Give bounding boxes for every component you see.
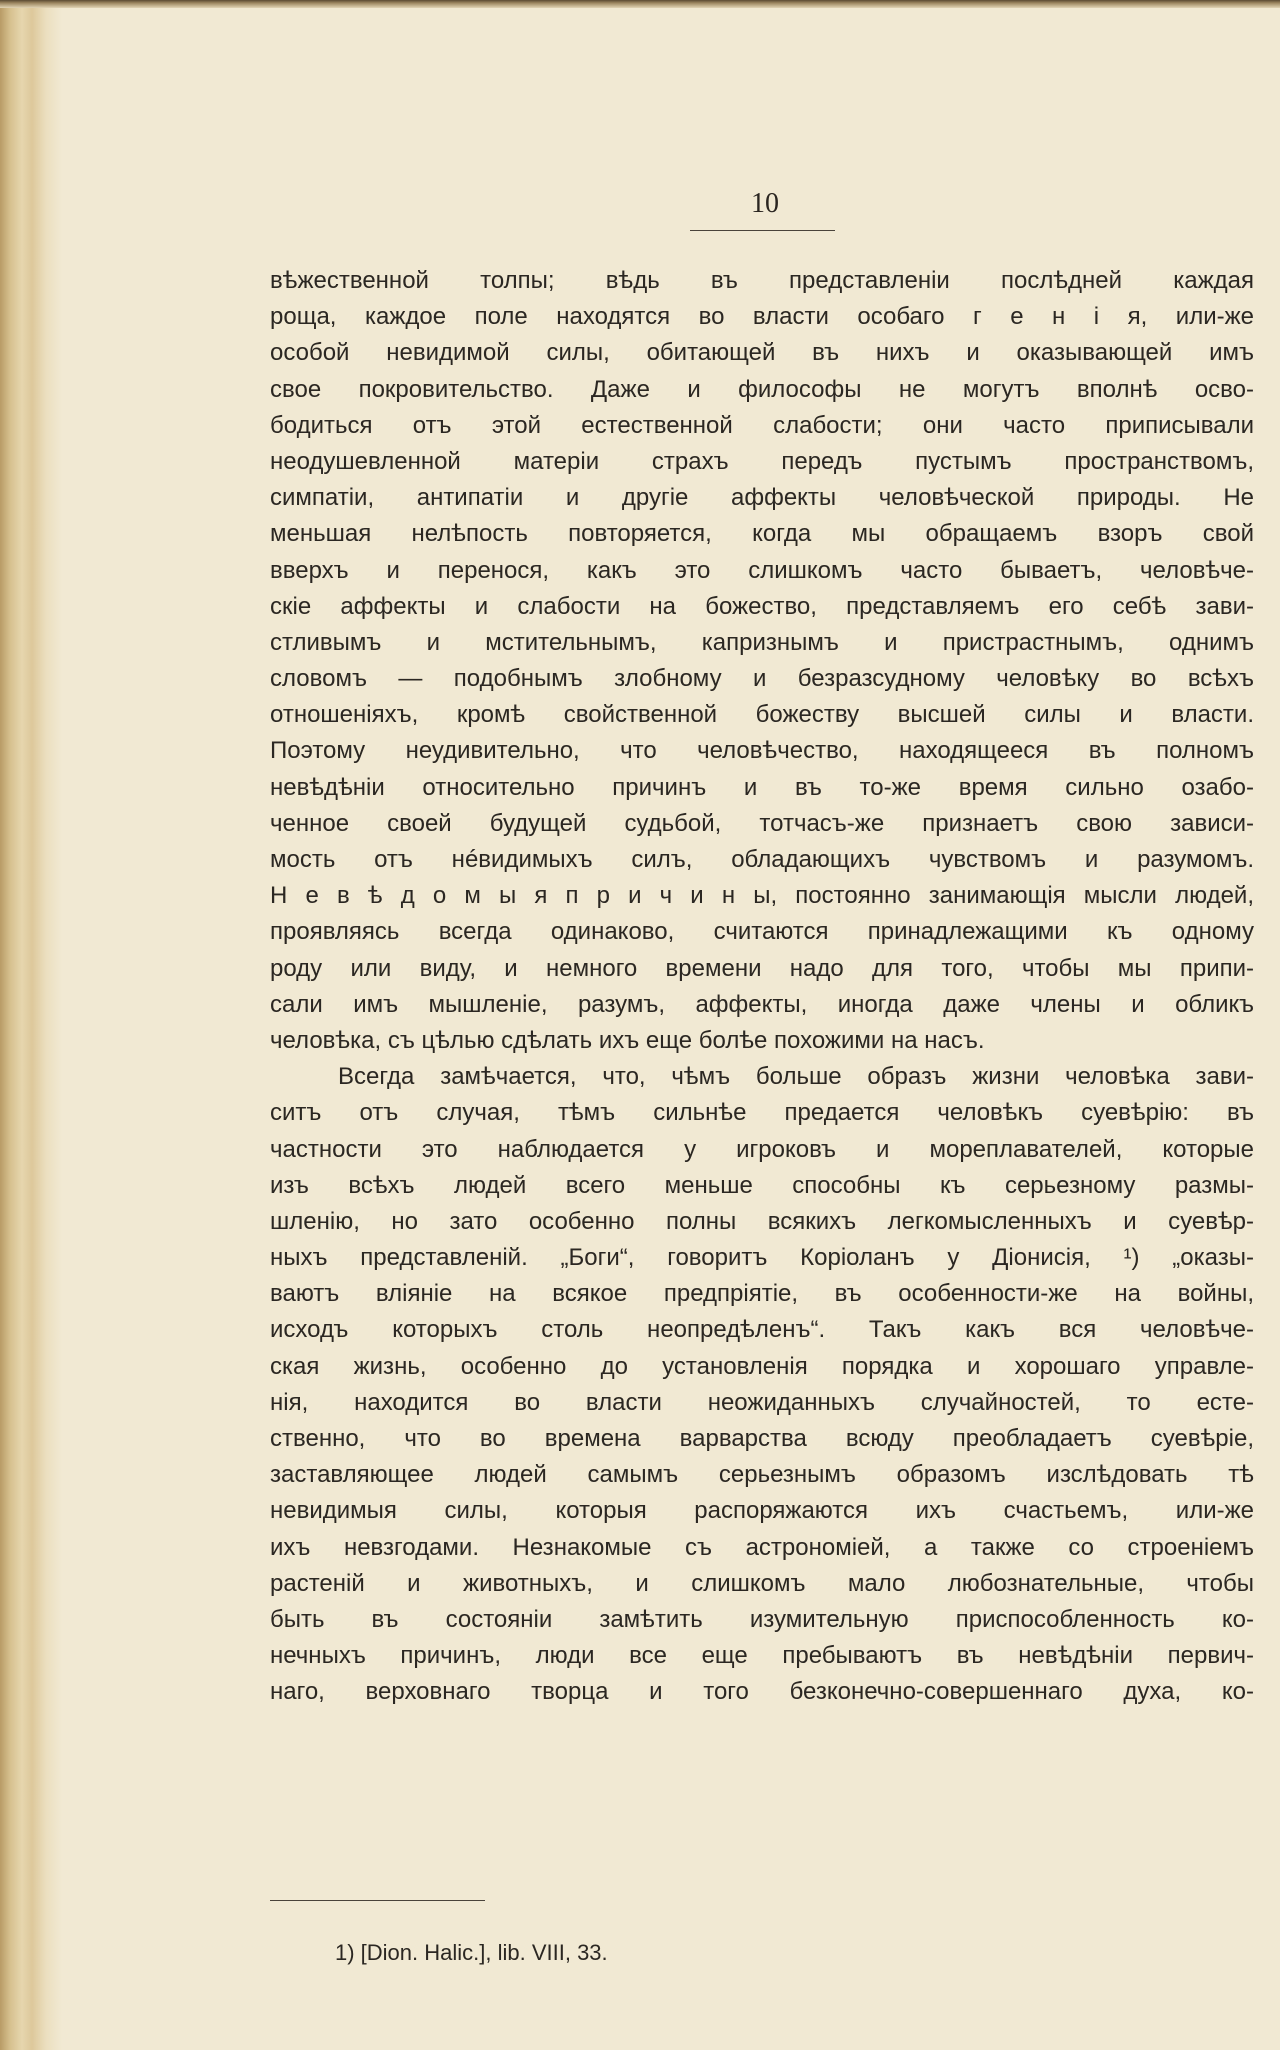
footnote: 1) [Dion. Halic.], lib. VIII, 33. [335,1940,608,1965]
text-line: нія, находится во власти неожиданныхъ случайностей, то есте- [270,1388,1254,1416]
text-line: ская жизнь, особенно до установленія порядка и хорошаго управле- [270,1352,1254,1380]
text-line: стливымъ и мстительнымъ, капризнымъ и пристрастнымъ, однимъ [270,628,1254,656]
page-number-rule [690,230,835,231]
text-line: мость отъ нéвидимыхъ силъ, обладающихъ чувствомъ и разумомъ. [270,846,1254,873]
text-line: отношеніяхъ, кромѣ свойственной божеству высшей силы и власти. [270,701,1254,729]
text-line: ныхъ представленій. „Боги“, говоритъ Коріоланъ у Діонисія, ¹) „оказы- [270,1244,1254,1272]
text-line: ваютъ вліяніе на всякое предпріятіе, въ особенности-же на войны, [270,1280,1254,1308]
text-line: ченное своей будущей судьбой, тотчасъ-же признаетъ свою зависи- [270,809,1254,837]
footnote-rule [270,1900,485,1901]
text-line: меньшая нелѣпость повторяется, когда мы обращаемъ взоръ свой [270,520,1254,548]
text-line: бодиться отъ этой естественной слабости; они часто приписывали [270,411,1254,439]
text-line: Всегда замѣчается, что, чѣмъ больше образъ жизни человѣка зави- [338,1063,1254,1091]
text-line: изъ всѣхъ людей всего меньше способны къ серьезному размы- [270,1171,1254,1199]
text-line: ихъ невзгодами. Незнакомые съ астрономіей, а также со строеніемъ [270,1533,1254,1561]
text-line: особой невидимой силы, обитающей въ нихъ и оказывающей имъ [270,339,1254,367]
page-number: 10 [751,188,779,219]
text-line: нечныхъ причинъ, люди все еще пребываютъ въ невѣдѣніи первич- [270,1642,1254,1670]
text-line: человѣка, съ цѣлью сдѣлать ихъ еще болѣе похожими на насъ. [270,1026,985,1054]
text-line: словомъ — подобнымъ злобному и безразсудному человѣку во всѣхъ [270,665,1254,693]
text-line: Поэтому неудивительно, что человѣчество, находящееся въ полномъ [270,737,1254,765]
page-top-edge [0,0,1280,8]
text-line: Н е в ѣ д о м ы я п р и ч и н ы, постоянно занимающія мысли людей, [270,882,1254,910]
text-line: быть въ состояніи замѣтить изумительную приспособленность ко- [270,1605,1254,1633]
page-binding-edge [0,0,62,2050]
text-line: проявляясь всегда одинаково, считаются принадлежащими къ одному [270,918,1254,946]
text-line: исходъ которыхъ столь неопредѣленъ“. Такъ какъ вся человѣче- [270,1316,1254,1344]
text-line: ситъ отъ случая, тѣмъ сильнѣе предается человѣкъ суевѣрію: въ [270,1099,1254,1127]
text-line: растеній и животныхъ, и слишкомъ мало любознательные, чтобы [270,1569,1254,1597]
text-line: частности это наблюдается у игроковъ и мореплавателей, которые [270,1135,1254,1163]
text-line: вѣжественной толпы; вѣдь въ представленіи послѣдней каждая [270,267,1254,294]
body-text [270,263,1254,1711]
text-line: свое покровительство. Даже и философы не могутъ вполнѣ осво- [270,375,1254,403]
text-line: вверхъ и перенося, какъ это слишкомъ часто бываетъ, человѣче- [270,556,1254,584]
text-line: симпатіи, антипатіи и другіе аффекты человѣческой природы. Не [270,484,1254,512]
text-line: сали имъ мышленіе, разумъ, аффекты, иногда даже члены и обликъ [270,990,1254,1018]
text-line: невѣдѣніи относительно причинъ и въ то-же время сильно озабо- [270,773,1254,801]
text-line: скіе аффекты и слабости на божество, представляемъ его себѣ зави- [270,592,1254,620]
text-line: шленію, но зато особенно полны всякихъ легкомысленныхъ и суевѣр- [270,1207,1254,1235]
text-line: наго, верховнаго творца и того безконечно-совершеннаго духа, ко- [270,1678,1254,1706]
text-line: заставляющее людей самымъ серьезнымъ образомъ изслѣдовать тѣ [270,1461,1254,1489]
text-line: невидимыя силы, которыя распоряжаются ихъ счастьемъ, или-же [270,1497,1254,1525]
text-line: роду или виду, и немного времени надо для того, чтобы мы припи- [270,954,1254,982]
text-line: неодушевленной матеріи страхъ передъ пустымъ пространствомъ, [270,447,1254,475]
text-line: ственно, что во времена варварства всюду преобладаетъ суевѣріе, [270,1425,1254,1452]
text-line: роща, каждое поле находятся во власти особаго г е н і я, или-же [270,303,1254,331]
